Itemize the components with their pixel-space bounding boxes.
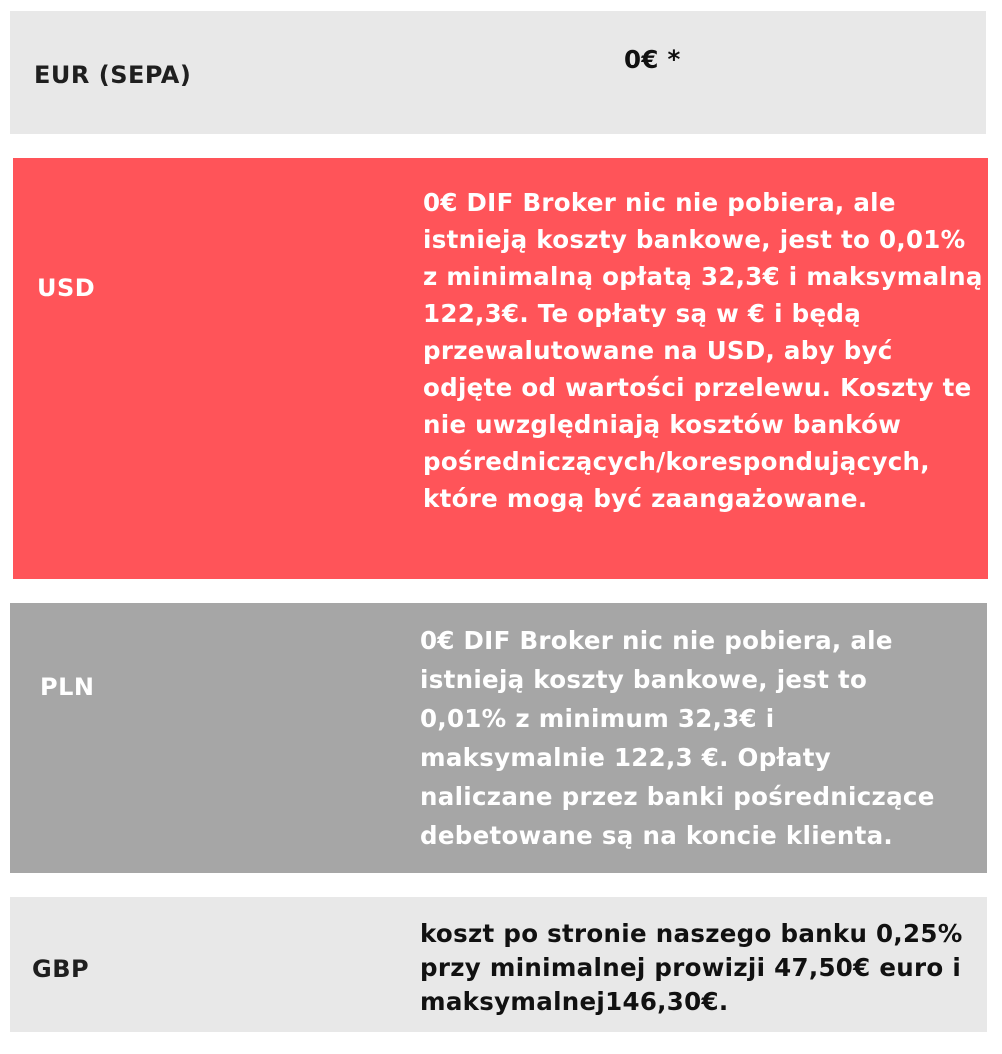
fee-description: 0€ * xyxy=(624,45,681,74)
currency-label: PLN xyxy=(40,673,95,701)
fee-row-pln xyxy=(10,603,987,873)
fee-row-eur xyxy=(10,11,986,134)
fee-description: 0€ DIF Broker nic nie pobiera, ale istnieją koszty bankowe, jest to 0,01% z minimum 32,3€ i maksymalnie 122,3 €. Opłaty naliczane przez banki pośredniczące debetowane są na koncie klienta. xyxy=(420,626,935,850)
fee-row-usd xyxy=(13,158,988,579)
fee-description: 0€ DIF Broker nic nie pobiera, ale istnieją koszty bankowe, jest to 0,01% z minimalną opłatą 32,3€ i maksymalną 122,3€. Te opłaty są w € i będą przewalutowane na USD, aby być odjęte od wartości przelewu. Koszty te nie uwzględniają kosztów banków pośredniczących/korespondujących, które mogą być zaangażowane. xyxy=(423,188,983,513)
currency-label: USD xyxy=(37,274,96,302)
fee-row-gbp xyxy=(10,897,987,1032)
currency-label: EUR (SEPA) xyxy=(34,61,192,89)
fee-description: koszt po stronie naszego banku 0,25% przy minimalnej prowizji 47,50€ euro i maksymalnej146,30€. xyxy=(420,919,963,1016)
currency-label: GBP xyxy=(32,955,90,983)
